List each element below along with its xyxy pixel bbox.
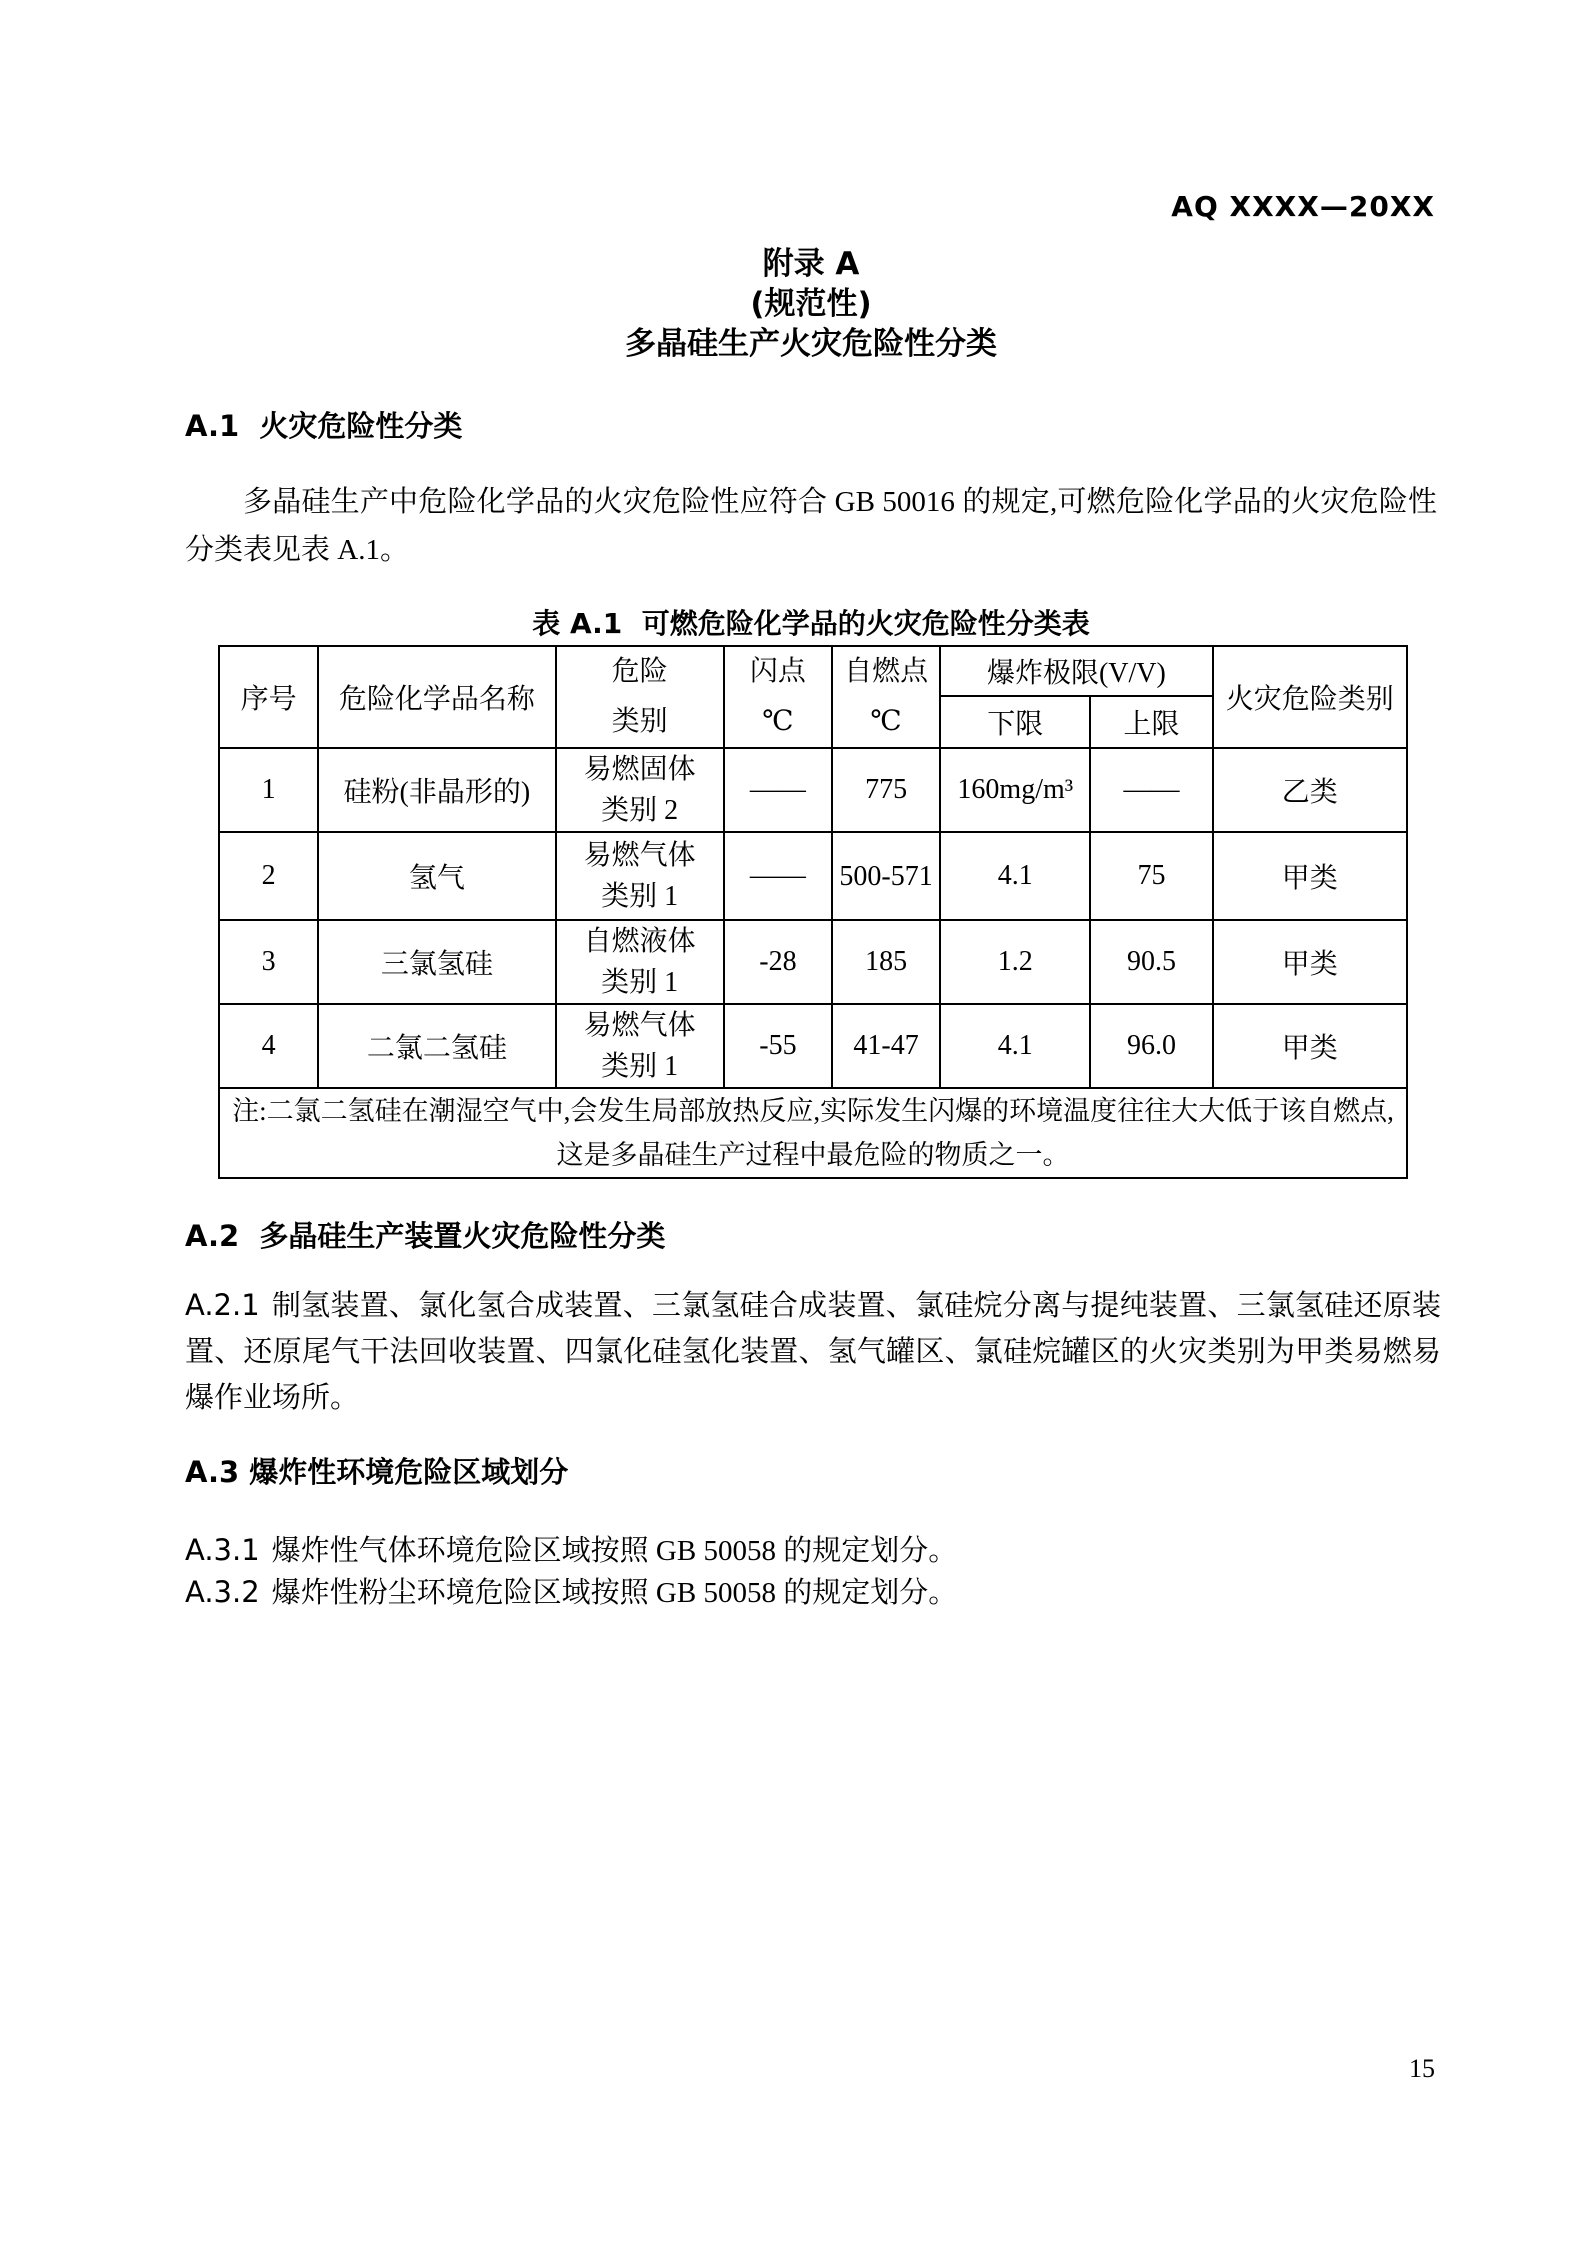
cell-hazard-class-line1: 自燃液体 [583, 926, 696, 957]
clause-a21 [185, 1282, 1441, 1421]
cell-chemical-name: 氢气 [318, 832, 555, 920]
col-header-seq: 序号 [219, 646, 318, 748]
cell-fire-class: 乙类 [1213, 748, 1407, 832]
table-row [219, 832, 1407, 920]
cell-flash-point: -55 [724, 1004, 832, 1088]
col-header-lower-limit: 下限 [940, 696, 1090, 748]
table-note: 注:二氯二氢硅在潮湿空气中,会发生局部放热反应,实际发生闪爆的环境温度往往大大低于该自燃点,这是多晶硅生产过程中最危险的物质之一。 [219, 1088, 1407, 1178]
standard-code: AQ XXXX—20XX [1171, 190, 1435, 223]
col-header-chemical-name: 危险化学品名称 [318, 646, 555, 748]
cell-chemical-name: 二氯二氢硅 [318, 1004, 555, 1088]
col-header-autoignition [832, 646, 940, 748]
cell-seq: 4 [219, 1004, 318, 1088]
section-a1-heading: A.1 火灾危险性分类 [185, 409, 463, 443]
cell-hazard-class [556, 920, 724, 1004]
appendix-normative-label: (规范性) [750, 286, 872, 322]
cell-lower-limit: 1.2 [940, 920, 1090, 1004]
table-row [219, 748, 1407, 832]
col-header-explosive-limits: 爆炸极限(V/V) [940, 646, 1212, 696]
cell-flash-point: —— [724, 832, 832, 920]
col-header-hazard-class [556, 646, 724, 748]
cell-fire-class: 甲类 [1213, 920, 1407, 1004]
clause-a32 [185, 1572, 1441, 1613]
col-header-autoignition-line1: 自燃点 [844, 656, 929, 687]
col-header-upper-limit: 上限 [1090, 696, 1212, 748]
cell-hazard-class-line2: 类别 2 [601, 795, 679, 826]
cell-upper-limit: 96.0 [1090, 1004, 1212, 1088]
clause-a32-label: A.3.2 [185, 1575, 260, 1609]
cell-flash-point: —— [724, 748, 832, 832]
cell-lower-limit: 4.1 [940, 1004, 1090, 1088]
col-header-flash-point-unit: ℃ [762, 706, 794, 737]
clause-a21-label: A.2.1 [185, 1288, 260, 1322]
section-a2-heading: A.2 多晶硅生产装置火灾危险性分类 [185, 1219, 666, 1253]
cell-autoignition: 185 [832, 920, 940, 1004]
cell-chemical-name: 三氯氢硅 [318, 920, 555, 1004]
cell-lower-limit: 4.1 [940, 832, 1090, 920]
table-row [219, 1004, 1407, 1088]
cell-hazard-class-line1: 易燃固体 [583, 754, 696, 785]
cell-upper-limit: —— [1090, 748, 1212, 832]
cell-autoignition: 41-47 [832, 1004, 940, 1088]
appendix-label: 附录 A [762, 246, 860, 282]
table-a1 [218, 645, 1408, 1179]
cell-hazard-class [556, 748, 724, 832]
col-header-hazard-class-line2: 类别 [611, 706, 668, 737]
clause-a31 [185, 1530, 1441, 1571]
cell-upper-limit: 75 [1090, 832, 1212, 920]
col-header-autoignition-unit: ℃ [870, 706, 902, 737]
clause-a31-text: 爆炸性气体环境危险区域按照 GB 50058 的规定划分。 [271, 1535, 958, 1567]
cell-upper-limit: 90.5 [1090, 920, 1212, 1004]
col-header-flash-point-line1: 闪点 [749, 656, 806, 687]
cell-hazard-class-line2: 类别 1 [601, 881, 679, 912]
cell-hazard-class-line2: 类别 1 [601, 967, 679, 998]
cell-flash-point: -28 [724, 920, 832, 1004]
cell-hazard-class-line1: 易燃气体 [583, 1010, 696, 1041]
cell-chemical-name: 硅粉(非晶形的) [318, 748, 555, 832]
cell-autoignition: 500-571 [832, 832, 940, 920]
cell-hazard-class-line2: 类别 1 [601, 1051, 679, 1082]
table-row [219, 920, 1407, 1004]
page-number: 15 [1409, 2054, 1435, 2083]
section-a1-paragraph: 多晶硅生产中危险化学品的火灾危险性应符合 GB 50016 的规定,可燃危险化学品的火灾危险性分类表见表 A.1。 [185, 486, 1437, 566]
col-header-hazard-class-line1: 危险 [611, 656, 668, 687]
appendix-title: 多晶硅生产火灾危险性分类 [625, 326, 997, 362]
cell-hazard-class [556, 1004, 724, 1088]
col-header-flash-point [724, 646, 832, 748]
cell-fire-class: 甲类 [1213, 1004, 1407, 1088]
section-a3-heading: A.3 爆炸性环境危险区域划分 [185, 1455, 569, 1489]
cell-seq: 2 [219, 832, 318, 920]
appendix-title-block [185, 244, 1437, 364]
clause-a31-label: A.3.1 [185, 1533, 260, 1567]
clause-a32-text: 爆炸性粉尘环境危险区域按照 GB 50058 的规定划分。 [271, 1577, 958, 1609]
cell-lower-limit: 160mg/m³ [940, 748, 1090, 832]
col-header-fire-class: 火灾危险类别 [1213, 646, 1407, 748]
cell-seq: 3 [219, 920, 318, 1004]
cell-autoignition: 775 [832, 748, 940, 832]
cell-hazard-class-line1: 易燃气体 [583, 840, 696, 871]
table-note-row [219, 1088, 1407, 1178]
table-header-row-1 [219, 646, 1407, 696]
cell-hazard-class [556, 832, 724, 920]
clause-a21-text: 制氢装置、氯化氢合成装置、三氯氢硅合成装置、氯硅烷分离与提纯装置、三氯氢硅还原装置、还原尾气干法回收装置、四氯化硅氢化装置、氢气罐区、氯硅烷罐区的火灾类别为甲类易燃易爆作业场所。 [185, 1290, 1441, 1414]
cell-seq: 1 [219, 748, 318, 832]
cell-fire-class: 甲类 [1213, 832, 1407, 920]
table-a1-caption: 表 A.1 可燃危险化学品的火灾危险性分类表 [532, 607, 1090, 640]
